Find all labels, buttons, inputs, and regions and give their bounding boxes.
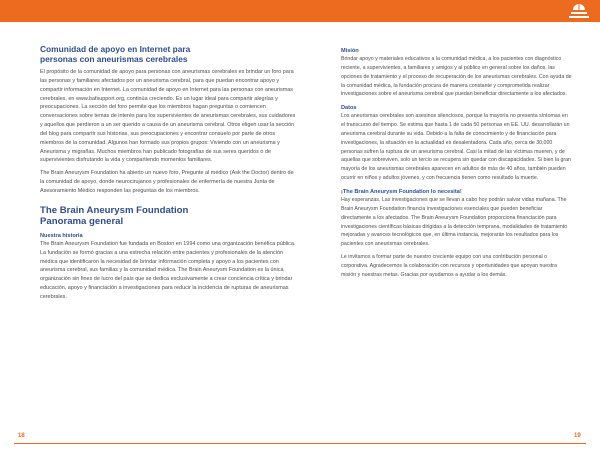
- overview-title-line-1: The Brain Aneurysm Foundation: [40, 204, 189, 216]
- history-heading: Nuestra historia: [40, 232, 83, 239]
- need-heading: ¡The Brain Aneurysm Foundation lo necesita!: [341, 188, 462, 195]
- overview-title-line-2: Panorama general: [40, 216, 124, 228]
- data-heading: Datos: [341, 105, 357, 112]
- footer-divider: [14, 443, 586, 444]
- right-column: [341, 44, 573, 284]
- mission-paragraph: Brindar apoyo y materiales educativos a la comunidad médica, a los pacientes con diagnóstico reciente, a supervivientes, a familiares y amigos y al público en general sobre los daños, las opciones de tratamiento y el proceso de recuperación de los aneurismas cerebrales. Con ayuda de la comunidad médica, la fundación procura de manera constante y comprometida realizar investigaciones sobre el aneurisma cerebral que puedan beneficiar directamente a los afectados.: [341, 56, 572, 98]
- title-line-2: personas con aneurismas cerebrales: [40, 54, 188, 64]
- page-number-left: 18: [18, 433, 25, 439]
- support-paragraph-2: The Brain Aneurysm Foundation ha abierto un nuevo foro, Pregunte al médico (Ask the Doctor) dentro de la comunidad de apoyo, donde neurocirujanos y profesionales de enfermería de nuestra Junta de Asesoramiento Médico responden las preguntas de los miembros.: [40, 170, 294, 194]
- header-bar: [0, 0, 600, 22]
- page-number-right: 19: [574, 433, 581, 439]
- foundation-logo-icon: [568, 3, 590, 19]
- mission-heading: Misión: [341, 48, 359, 54]
- left-column: [40, 44, 298, 306]
- research-paragraph: Hay esperanzas. Las investigaciones que se llevan a cabo hoy podrán salvar vidas mañana. The Brain Aneurysm Foundation financia investigaciones esenciales que pueden beneficiar directamente a los afectados. The Brain Aneurysm Foundation proporciona financiación para investigaciones científicas básicas dirigidas a la detección temprana, modalidades de tratamiento mejoradas y avances tecnológicos que, en última instancia, mejorarán los resultados para los pacientes con aneurismas cerebrales.: [341, 196, 568, 248]
- support-paragraph-1: El propósito de la comunidad de apoyo para personas con aneurismas cerebrales es brindar un foro para las personas y familiares afectados por un aneurisma cerebral, para que puedan encontrar apoyo y compartir información en Internet. La comunidad de apoyo en Internet para las personas con aneurismas cerebrales, en www.bafsupport.org, continúa creciendo. Es un lugar ideal para compartir alegrías y preocupaciones. La sección del foro permite que los miembros hagan preguntas o comiencen conversaciones sobre temas de interés para los supervivientes de aneurismas cerebrales, sus cuidadores y aquellos que perdieron a un ser querido a causa de un aneurisma cerebral. Otros eligen usar la sección del blog para compartir sus historias, sus preocupaciones y encontrar consuelo por parte de otros miembros de la comunidad. Algunos han formado sus propios grupos: Viviendo con un aneurisma y Aneurisma y migrañas. Muchos miembros han publicado fotografías de sus seres queridos o de supervivientes disfrutando la vida y compartiendo momentos familiares.: [40, 69, 296, 164]
- support-community-title: [40, 44, 298, 64]
- history-paragraph: The Brain Aneurysm Foundation fue fundada en Boston en 1994 como una organización benéfica pública. La fundación se formó gracias a una estrecha relación entre pacientes y profesionales de la atención médica que identificaron la necesidad de brindar información completa y apoyo a los pacientes con aneurisma cerebral, sus familias y la comunidad médica. The Brain Aneurysm Foundation es la única organización sin fines de lucro del país que se dedica exclusivamente a crear conciencia crítica y brindar educación, apoyo y financiación a investigaciones para reducir la incidencia de rupturas de aneurismas cerebrales.: [40, 240, 296, 300]
- title-line-1: Comunidad de apoyo en Internet para: [40, 44, 191, 54]
- invitation-paragraph: Le invitamos a formar parte de nuestro creciente equipo con una contribución personal o corporativa. Agradecemos la colaboración con recursos y oportunidades que apoyan nuestra misión y nuestras metas. Gracias por ayudarnos a ayudar a los demás.: [341, 254, 557, 278]
- overview-title: [40, 205, 298, 228]
- data-paragraph: Los aneurismas cerebrales son asesinos silenciosos, porque la mayoría no presenta síntomas en el transcurso del tiempo. Se estima que hasta 1 de cada 50 personas en EE. UU. desarrollarán un aneurisma cerebral durante su vida. Debido a la falta de conocimiento y de financiación para investigaciones, la situación en la actualidad es desalentadora. Cada año, cerca de 30,000 personas sufren la ruptura de un aneurisma cerebral. Casi la mitad de las víctimas mueren, y de aquellas que sobreviven, solo un tercio se recupera sin quedar con discapacidades. Si bien la gran mayoría de los aneurismas cerebrales aparecen en adultos de más de 40 años, también pueden ocurrir en niños y adultos jóvenes, y con frecuencia tienen como resultado la muerte.: [341, 113, 571, 182]
